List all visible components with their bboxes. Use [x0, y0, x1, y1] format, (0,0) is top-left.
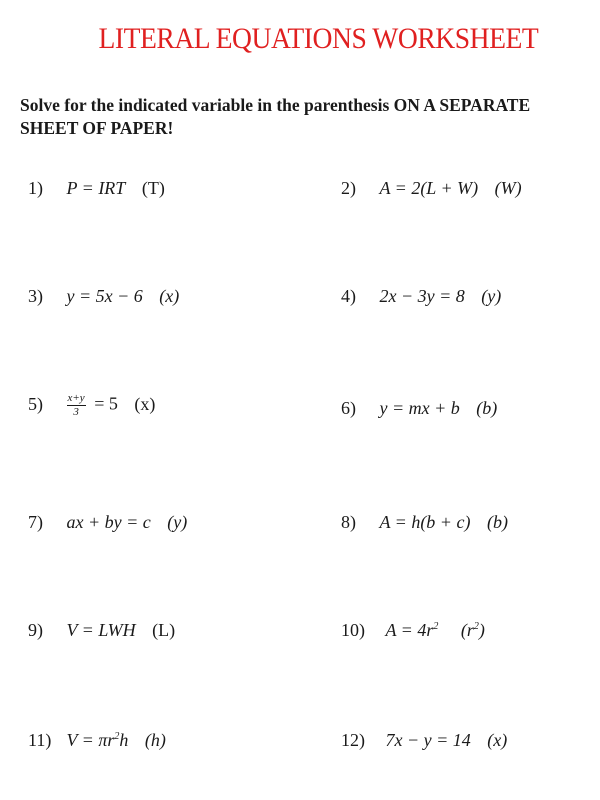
- problem-variable: (W): [494, 178, 522, 198]
- problem-variable: (y): [167, 512, 188, 532]
- problem-12: [341, 730, 507, 751]
- problem-2: [341, 178, 522, 199]
- worksheet-title: LITERAL EQUATIONS WORKSHEET: [98, 22, 539, 55]
- equation-base: V = πr: [66, 730, 115, 750]
- problem-equation: = 5: [94, 393, 118, 414]
- problem-equation: y = 5x − 6: [66, 286, 143, 306]
- problem-number: 6): [341, 398, 356, 418]
- problem-number: 12): [341, 730, 365, 750]
- problem-4: [341, 286, 501, 307]
- problem-number: 9): [28, 620, 43, 640]
- problem-9: [28, 620, 175, 641]
- problem-number: 8): [341, 512, 356, 532]
- equation-exponent: 2: [114, 731, 120, 742]
- instructions: [20, 94, 590, 140]
- problem-equation: V = LWH: [66, 620, 136, 640]
- problem-number: 11): [28, 730, 52, 750]
- problem-equation: A = 2(L + W): [379, 178, 479, 198]
- problem-equation: [67, 730, 129, 750]
- problem-variable: (y): [481, 286, 502, 306]
- problem-3: [28, 286, 179, 307]
- problem-equation: 2x − 3y = 8: [379, 286, 465, 306]
- problem-number: 5): [28, 393, 43, 414]
- problem-variable: (T): [141, 178, 165, 198]
- instructions-text: Solve for the indicated variable in the parenthesis: [20, 95, 394, 115]
- problem-equation: A = h(b + c): [379, 512, 471, 532]
- problem-number: 1): [28, 178, 43, 198]
- problem-10: [341, 620, 485, 641]
- variable-base: (r: [460, 620, 474, 640]
- problem-variable: (L): [152, 620, 176, 640]
- fraction-denominator: 3: [73, 406, 79, 418]
- problem-5: [28, 392, 155, 419]
- problem-variable: (x): [134, 393, 156, 414]
- problem-equation: [386, 620, 439, 640]
- problem-variable: (b): [476, 398, 498, 418]
- problem-equation: 7x − y = 14: [385, 730, 471, 750]
- problem-variable: (x): [487, 730, 508, 750]
- instructions-emphasis: ON A SEPARATE SHEET OF PAPER!: [20, 95, 531, 138]
- problem-number: 7): [28, 512, 43, 532]
- variable-exponent: 2: [473, 621, 479, 632]
- problem-equation: ax + by = c: [66, 512, 151, 532]
- problem-number: 2): [341, 178, 356, 198]
- problem-7: [28, 512, 187, 533]
- problem-6: [341, 398, 497, 419]
- problem-8: [341, 512, 508, 533]
- fraction-numerator: x+y: [67, 392, 85, 404]
- problem-variable: (b): [486, 512, 508, 532]
- equation-tail: h: [119, 730, 129, 750]
- problem-1: [28, 178, 165, 199]
- problem-variable: (x): [159, 286, 180, 306]
- equation-exponent: 2: [433, 621, 439, 632]
- problem-equation: y = mx + b: [379, 398, 460, 418]
- equation-base: A = 4r: [385, 620, 434, 640]
- problem-variable: (h): [144, 730, 166, 750]
- fraction: [67, 392, 86, 419]
- problem-11: [28, 730, 166, 751]
- problem-variable: [461, 620, 485, 640]
- problem-number: 3): [28, 286, 43, 306]
- problem-number: 4): [341, 286, 356, 306]
- problem-number: 10): [341, 620, 365, 640]
- problem-equation: P = IRT: [66, 178, 126, 198]
- variable-close: ): [478, 620, 485, 640]
